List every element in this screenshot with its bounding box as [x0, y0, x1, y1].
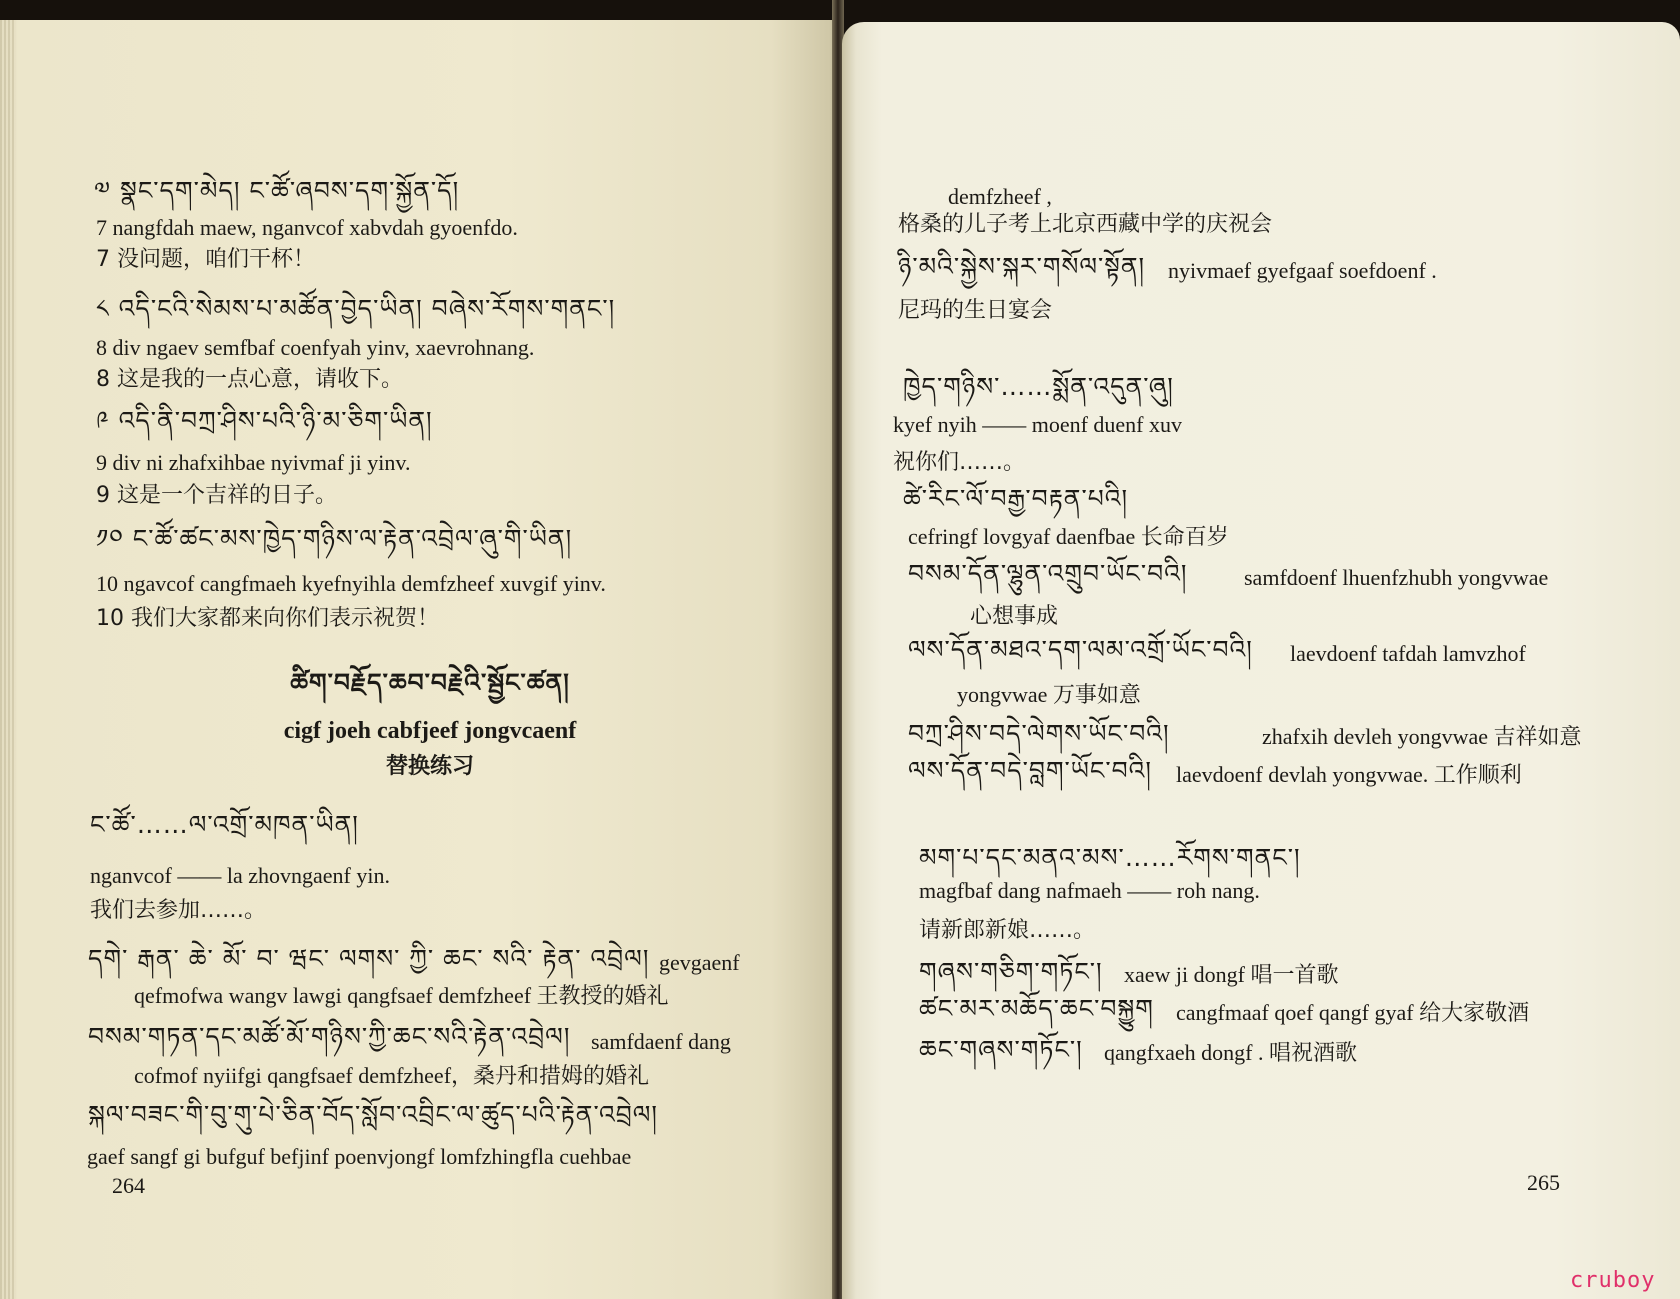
- drill-1-item-2-roman: samfdaenf dang: [591, 1029, 731, 1054]
- drill-1-item-2-continued: cofmof nyiifgi qangfsaef demfzheef，桑丹和措姆的婚礼: [134, 1063, 650, 1088]
- page-stack-edge: [0, 20, 16, 1299]
- drill-1-roman: nganvcof —— la zhovngaenf yin.: [90, 863, 390, 888]
- example-7-chinese: 7 没问题，咱们干杯！: [96, 247, 315, 272]
- drill-3-item-3-tibetan: ཆང་གཞས་གཏོང་།: [919, 1035, 1083, 1064]
- drill-3-item-1-roman: xaew ji dongf 唱一首歌: [1124, 962, 1339, 987]
- drill-1-item-3-tibetan: སྐལ་བཟང་གི་བུ་གུ་པེ་ཅིན་བོད་སློབ་འབྲིང་ལ་ཚུད་པའི་རྟེན་འབྲེལ།: [88, 1100, 658, 1129]
- watermark: cruboy: [1570, 1268, 1656, 1293]
- drill-2-item-3-roman: laevdoenf tafdah lamvzhof: [1290, 641, 1526, 666]
- drill-2-chinese: 祝你们……。: [893, 450, 1026, 475]
- section-heading-chinese: 替换练习: [385, 754, 474, 779]
- page-number-left: 264: [112, 1173, 145, 1198]
- example-10-roman: 10 ngavcof cangfmaeh kyefnyihla demfzheef xuvgif yinv.: [96, 571, 606, 596]
- drill-3-chinese: 请新郎新娘……。: [919, 918, 1096, 943]
- drill-3-item-3-roman: qangfxaeh dongf . 唱祝酒歌: [1104, 1040, 1357, 1065]
- drill-2-item-3-tibetan: ལས་དོན་མཐའ་དག་ལམ་འགྲོ་ཡོང་བའི།: [908, 635, 1253, 664]
- drill-1-item-4-chinese: 尼玛的生日宴会: [898, 298, 1053, 323]
- left-page: [0, 20, 838, 1299]
- drill-2-item-5-roman: laevdoenf devlah yongvwae. 工作顺利: [1176, 762, 1522, 787]
- drill-2-item-5-tibetan: ལས་དོན་བདེ་བླག་ཡོང་བའི།: [908, 756, 1152, 785]
- example-7-roman: 7 nangfdah maew, nganvcof xabvdah gyoenfdo.: [96, 215, 518, 240]
- drill-1-item-4-tibetan: ཉི་མའི་སྐྱེས་སྐར་གསོལ་སྟོན།: [898, 252, 1146, 281]
- example-9-chinese: 9 这是一个吉祥的日子。: [96, 483, 337, 508]
- right-page: [842, 22, 1680, 1299]
- drill-2-item-2-tibetan: བསམ་དོན་ལྷུན་འགྲུབ་ཡོང་བའི།: [908, 559, 1188, 588]
- drill-2-item-1-tibetan: ཚེ་རིང་ལོ་བརྒྱ་བརྟན་པའི།: [903, 484, 1129, 513]
- drill-3-item-2-roman: cangfmaaf qoef qangf gyaf 给大家敬酒: [1176, 1000, 1530, 1025]
- page-number-right: 265: [1527, 1170, 1560, 1195]
- drill-1-item-3-chinese: 格桑的儿子考上北京西藏中学的庆祝会: [898, 212, 1273, 237]
- drill-1-item-3-roman: gaef sangf gi bufguf befjinf poenvjongf lomfzhingfla cuehbae: [87, 1144, 632, 1169]
- example-10-chinese: 10 我们大家都来向你们表示祝贺！: [96, 606, 439, 631]
- drill-1-chinese: 我们去参加……。: [90, 898, 267, 923]
- drill-3-roman: magfbaf dang nafmaeh —— roh nang.: [919, 878, 1260, 903]
- drill-3-item-1-tibetan: གཞས་གཅིག་གཏོང་།: [919, 957, 1103, 986]
- example-8-chinese: 8 这是我的一点心意，请收下。: [96, 367, 403, 392]
- drill-1-item-1-tibetan: དགེ་ རྒན་ ཆེ་ མོ་ བ་ ཝང་ ལགས་ ཀྱི་ ཆང་ སའི་ རྟེན་ འབྲེལ།: [88, 944, 650, 973]
- example-10-tibetan: ༡༠ ང་ཚོ་ཚང་མས་ཁྱེད་གཉིས་ལ་རྟེན་འབྲེལ་ཞུ་གི་ཡིན།: [96, 524, 573, 553]
- example-8-roman: 8 div ngaev semfbaf coenfyah yinv, xaevrohnang.: [96, 335, 535, 360]
- drill-2-roman: kyef nyih —— moenf duenf xuv: [893, 412, 1182, 437]
- example-9-roman: 9 div ni zhafxihbae nyivmaf ji yinv.: [96, 450, 411, 475]
- drill-1-tibetan: ང་ཚོ་……ལ་འགྲོ་མཁན་ཡིན།: [90, 810, 359, 839]
- drill-1-item-4-roman: nyivmaef gyefgaaf soefdoenf .: [1168, 258, 1437, 283]
- section-heading-roman: cigf joeh cabfjeef jongvcaenf: [283, 718, 577, 744]
- drill-2-item-3-continued: yongvwae 万事如意: [957, 682, 1141, 707]
- drill-1-item-3-continued: demfzheef ,: [948, 184, 1052, 209]
- drill-2-item-4-tibetan: བཀྲ་ཤིས་བདེ་ལེགས་ཡོང་བའི།: [908, 719, 1170, 748]
- drill-2-item-2-roman: samfdoenf lhuenfzhubh yongvwae: [1244, 565, 1549, 590]
- drill-1-item-2-tibetan: བསམ་གཏན་དང་མཚོ་མོ་གཉིས་ཀྱི་ཆང་སའི་རྟེན་འབྲེལ།: [88, 1022, 571, 1051]
- example-7-tibetan: ༧ སྣང་དག་མེད། ང་ཚོ་ཞབས་དག་སྐྱོན་དོ།: [94, 176, 460, 205]
- drill-1-item-1-continued: qefmofwa wangv lawgi qangfsaef demfzheef 王教授的婚礼: [134, 983, 669, 1008]
- drill-2-item-4-roman: zhafxih devleh yongvwae 吉祥如意: [1262, 724, 1582, 749]
- drill-2-item-1-roman: cefringf lovgyaf daenfbae 长命百岁: [908, 524, 1229, 549]
- section-heading-tibetan: ཚིག་བརྗོད་ཆབ་བརྗེའི་སྦྱོང་ཚན།: [290, 668, 570, 697]
- example-8-tibetan: ༨ འདི་ངའི་སེམས་པ་མཚོན་བྱེད་ཡིན། བཞེས་རོགས་གནང་།: [96, 294, 616, 323]
- drill-2-tibetan: ཁྱེད་གཉིས་……སྨོན་འདུན་ཞུ།: [903, 372, 1174, 401]
- drill-3-item-2-tibetan: ཚང་མར་མཆོད་ཆང་བསྐྱུག: [919, 994, 1154, 1023]
- drill-3-tibetan: མག་པ་དང་མནའ་མས་……རོགས་གནང་།: [919, 843, 1301, 872]
- drill-1-item-1-roman: gevgaenf: [659, 950, 740, 975]
- example-9-tibetan: ༩ འདི་ནི་བཀྲ་ཤིས་པའི་ཉི་མ་ཅིག་ཡིན།: [96, 406, 433, 435]
- drill-2-item-2-continued: 心想事成: [970, 604, 1059, 629]
